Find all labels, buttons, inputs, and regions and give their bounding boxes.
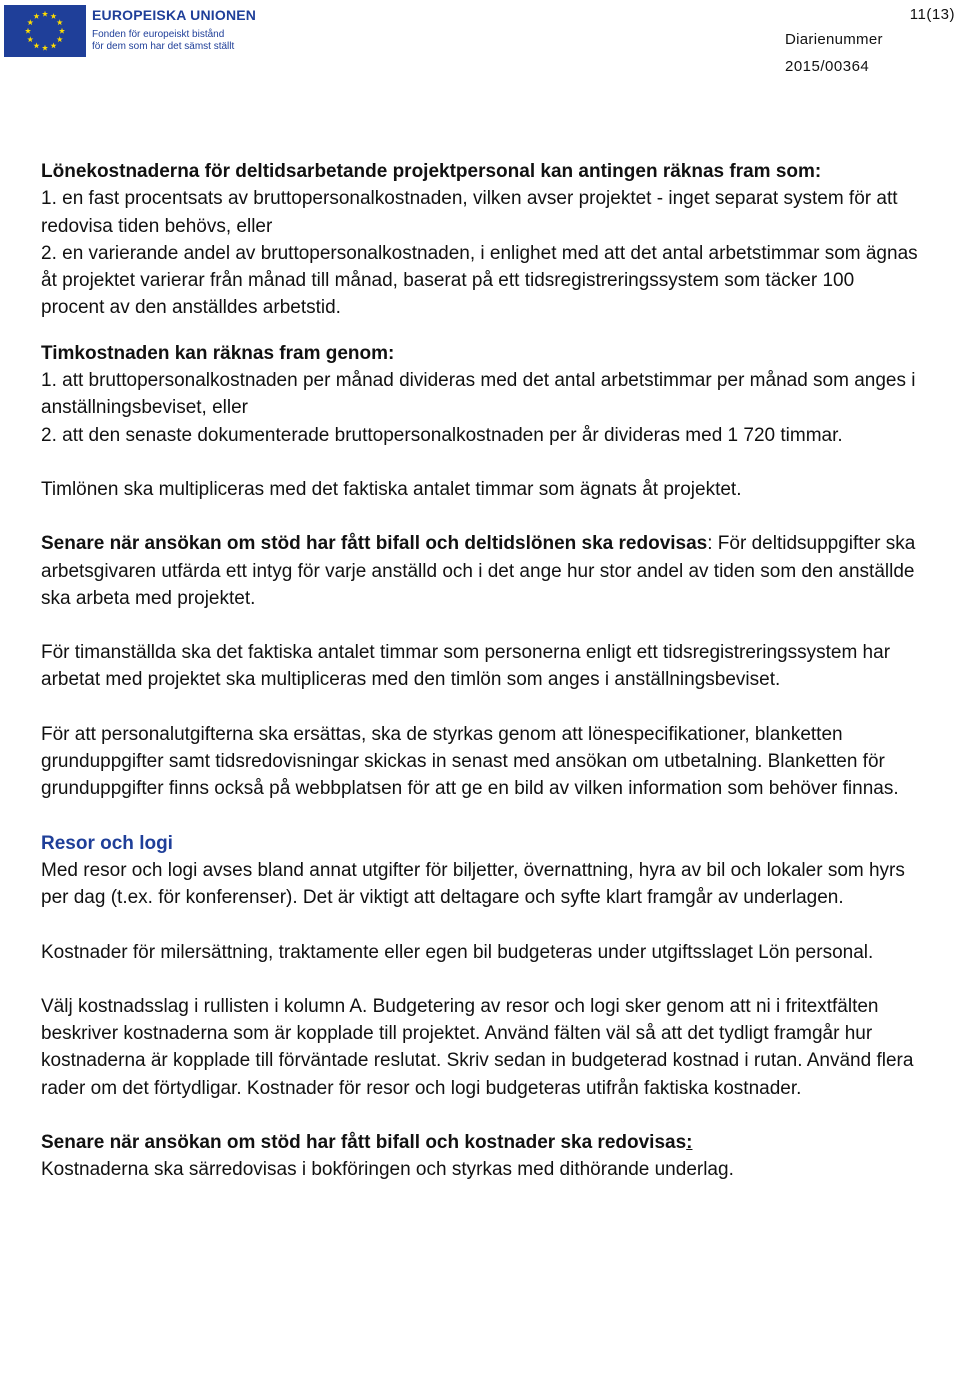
page-number: 11(13) [909,6,955,23]
part-time-report-paragraph [41,530,921,612]
diary-number: 2015/00364 [785,58,870,75]
budgeting-paragraph: Välj kostnadsslag i rullisten i kolumn A. Budgetering av resor och logi sker genom att ni i fritextfälten beskriver kostnaderna som är kopplade till projektet. Använd fälten väl så att det tydligt framgår hur kostnaderna är kopplade till förväntade reslutat. Skriv sedan in budgeterad kostnad i rutan. Använd flera rader om det förtydligar. Kostnader för resor och logi budgeteras utifrån faktiska kostnader. [41,995,914,1099]
travel-report-lead: Senare när ansökan om stöd har fått bifall och kostnader ska redovisas [41,1132,687,1154]
travel-report-heading [41,1129,921,1156]
salary-calc-item-1: 1. en fast procentsats av bruttopersonalkostnaden, vilken avser projektet - inget separat system för att redovisa tiden behövs, eller [41,188,898,237]
eu-subtitle-line1: Fonden för europeiskt bistånd [92,29,225,40]
travel-definition-paragraph: Med resor och logi avses bland annat utgifter för biljetter, övernattning, hyra av bil och lokaler som hyrs per dag (t.ex. för konferenser). Det är viktigt att deltagare och syfte klart framgår av underlagen. [41,859,905,909]
salary-calc-heading: Lönekostnaderna för deltidsarbetande projektpersonal kan antingen räknas fram som: [41,161,822,182]
eu-title: EUROPEISKA UNIONEN [92,7,257,23]
part-time-report-text: : För deltidsuppgifter ska arbetsgivaren utfärda ett intyg för varje anställd och i det ange hur stor andel av tiden som den anställde ska arbeta med projektet. [41,533,916,609]
document-body [41,158,921,1184]
travel-report-colon: : [686,1132,693,1154]
hourly-cost-item-1: 1. att bruttopersonalkostnaden per månad divideras med det antal arbetstimmar per månad som anges i anställningsbeviset, eller [41,370,916,419]
hourly-cost-item-2: 2. att den senaste dokumenterade bruttopersonalkostnaden per år divideras med 1 720 timmar. [41,424,843,446]
eu-subtitle-line2: för dem som har det sämst ställt [92,41,235,52]
part-time-report-lead: Senare när ansökan om stöd har fått bifall och deltidslönen ska redovisas [41,533,708,555]
diary-label: Diarienummer [785,31,883,48]
eu-logo-text [92,7,256,53]
salary-calc-item-2: 2. en varierande andel av bruttopersonalkostnaden, i enlighet med att det antal arbetstimmar som ägnas åt projektet varierar från månad till månad, baserat på ett tidsregistreringssystem som täcker 100 procent av den anställdes arbetstid. [41,242,918,319]
travel-report-text: Kostnaderna ska särredovisas i bokföringen och styrkas med dithörande underlag. [41,1159,734,1181]
hourly-cost-heading: Timkostnaden kan räknas fram genom: [41,342,395,364]
eu-flag-icon [4,5,86,57]
travel-section-heading: Resor och logi [41,832,173,854]
mileage-paragraph: Kostnader för milersättning, traktamente eller egen bil budgeteras under utgiftsslaget Lön personal. [41,941,874,963]
hourly-wage-paragraph: Timlönen ska multipliceras med det faktiska antalet timmar som ägnats åt projektet. [41,478,742,500]
eu-logo [4,5,256,57]
hourly-employed-paragraph: För timanställda ska det faktiska antalet timmar som personerna enligt ett tidsregistreringssystem har arbetat med projektet ska multipliceras med den timlön som anges i anställningsbeviset. [41,642,891,691]
personnel-costs-paragraph: För att personalutgifterna ska ersättas, ska de styrkas genom att lönespecifikationer, blanketten grunduppgifter samt tidsredovisningar skickas in senast med ansökan om utbetalning. Blanketten för grunduppgifter finns också på webbplatsen för att ge en bild av vilken information som behöver finnas. [41,723,899,800]
page-header [0,0,960,80]
